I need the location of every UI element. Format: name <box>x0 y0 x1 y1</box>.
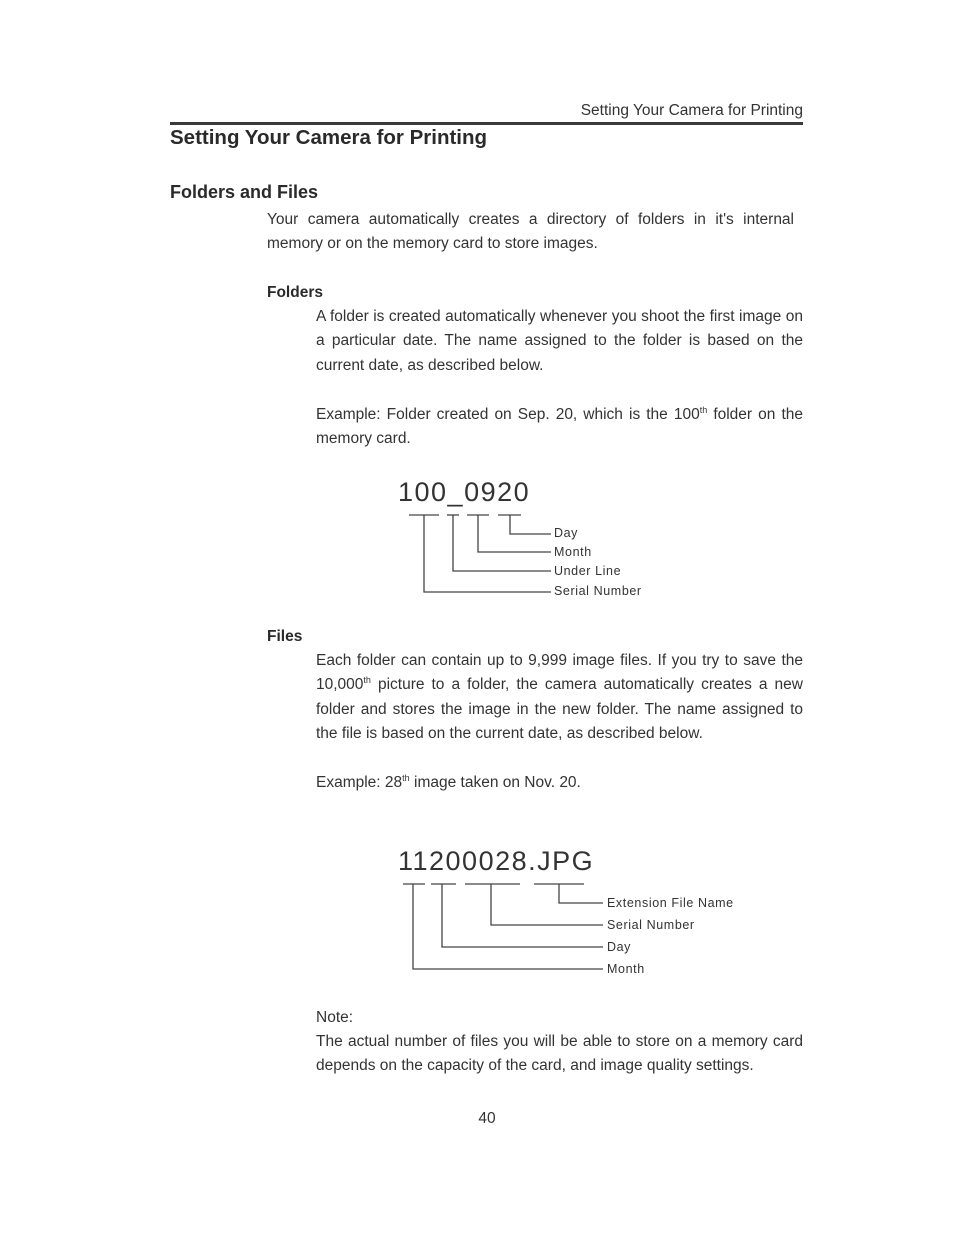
file-name-example: 11200028.JPG <box>398 846 595 876</box>
file-label-extension: Extension File Name <box>607 896 734 910</box>
file-label-day: Day <box>607 940 632 954</box>
files-description-text: Each folder can contain up to 9,999 image files. If you try to save the 10,000 <box>316 652 803 694</box>
folders-example-text-end: folder on the memory card. <box>316 406 804 448</box>
files-example-text: Example: 28 <box>316 774 403 791</box>
section-title: Folders and Files <box>170 182 319 202</box>
folder-label-serial-number: Serial Number <box>554 584 642 598</box>
folders-example-ordinal: th <box>699 404 708 415</box>
files-example-ordinal: th <box>402 772 410 783</box>
folder-label-month: Month <box>554 545 592 559</box>
file-label-month: Month <box>607 962 645 976</box>
note-text: The actual number of files you will be able to store on a memory card depends on the capacity of the card, and image quality settings. <box>316 1033 803 1075</box>
page-title: Setting Your Camera for Printing <box>170 126 488 149</box>
files-description-text-end: picture to a folder, the camera automatically creates a new folder and stores the image in the new folder. The name assigned to the file is based on the current date, as described below. <box>316 676 803 743</box>
folder-label-underline: Under Line <box>554 564 622 578</box>
page-number: 40 <box>478 1110 496 1127</box>
folders-description: A folder is created automatically whenever you shoot the first image on a particular date. The name assigned to the folder is based on the current date, as described below. <box>316 308 803 374</box>
file-label-serial-number: Serial Number <box>607 918 695 932</box>
folder-label-day: Day <box>554 526 579 540</box>
files-description-ordinal: th <box>363 675 371 686</box>
running-header: Setting Your Camera for Printing <box>580 102 803 119</box>
section-intro: Your camera automatically creates a directory of folders in it's internal memory or on the memory card to store images. <box>267 211 794 253</box>
folders-example-text: Example: Folder created on Sep. 20, which is the 100 <box>316 406 700 423</box>
note-title: Note: <box>316 1009 354 1026</box>
folders-title: Folders <box>267 284 323 301</box>
folder-name-example: 100_0920 <box>398 477 531 507</box>
files-title: Files <box>267 628 303 645</box>
files-example-text-end: image taken on Nov. 20. <box>409 774 581 791</box>
